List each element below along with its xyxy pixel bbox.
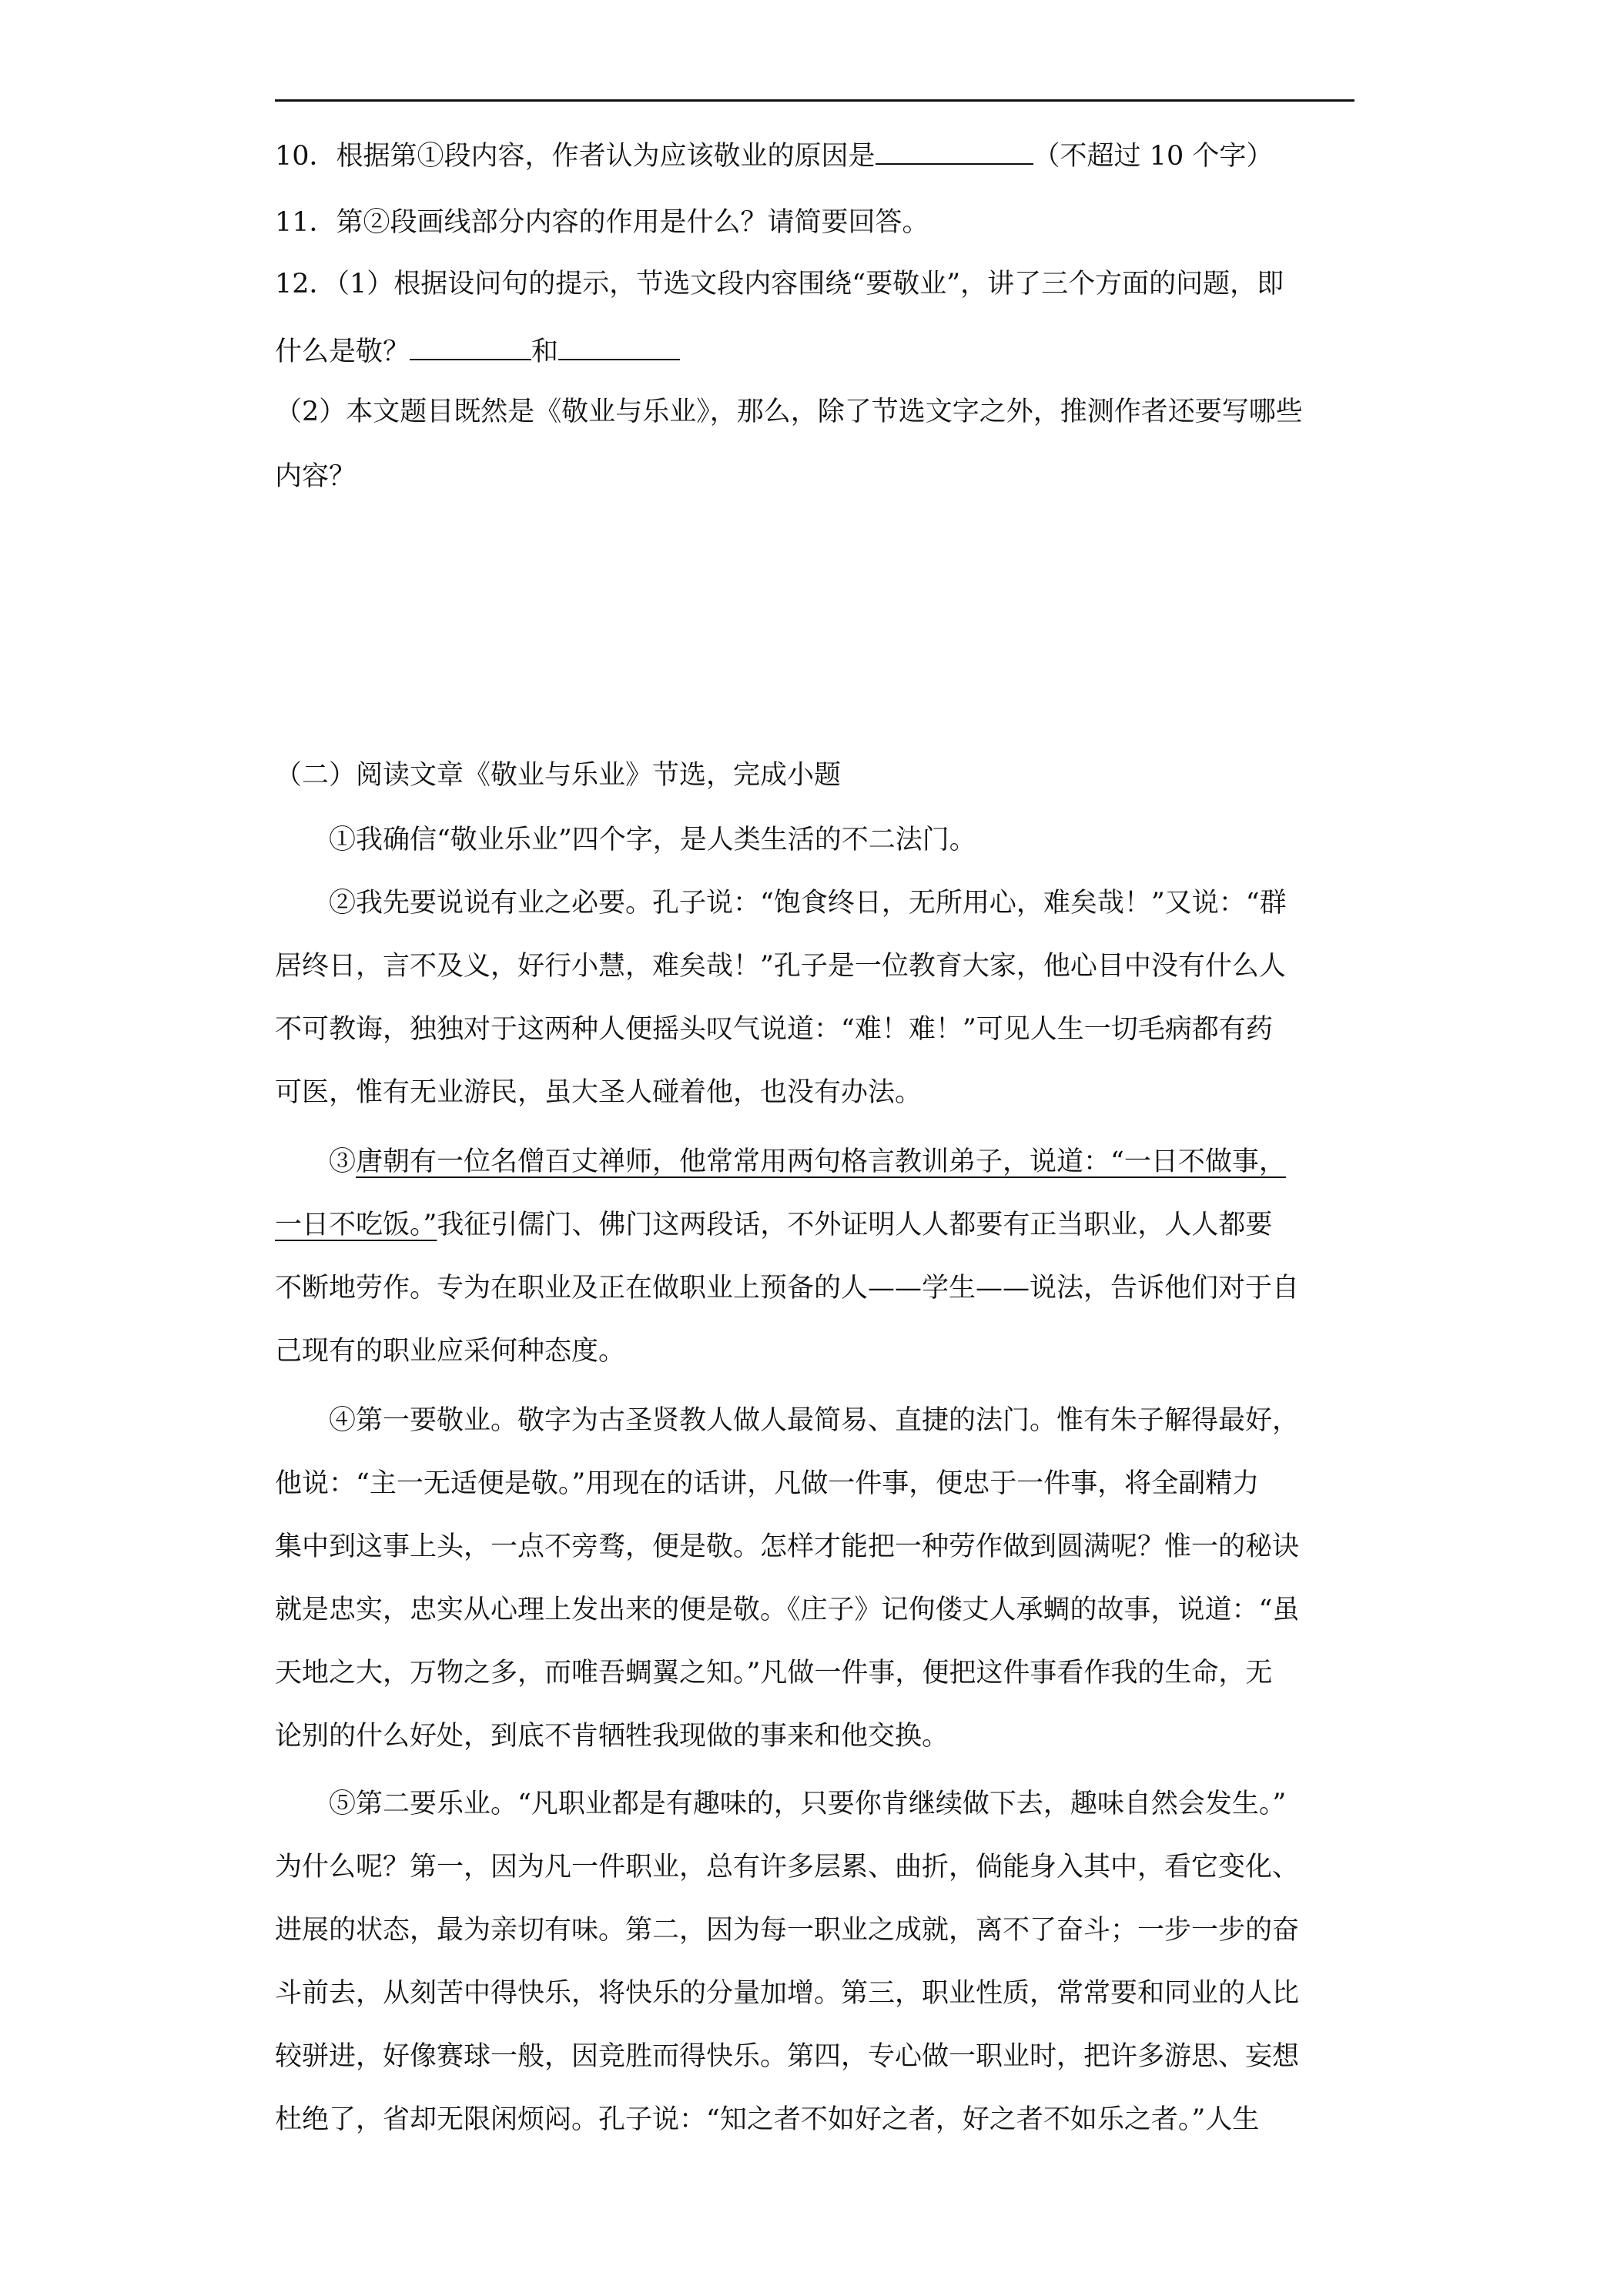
paragraph-4-line: 论别的什么好处，到底不肯牺牲我现做的事来和他交换。 (275, 1721, 949, 1752)
paragraph-5-line: 进展的状态，最为亲切有味。第二，因为每一职业之成就，离不了奋斗；一步一步的奋 (275, 1915, 1300, 1946)
question-11: 11．第②段画线部分内容的作用是什么？请简要回答。 (275, 207, 929, 238)
paragraph-2-line: 不可教诲，独独对于这两种人便摇头叹气说道：“难！难！”可见人生一切毛病都有药 (275, 1014, 1273, 1045)
paragraph-3-line: 己现有的职业应采何种态度。 (275, 1336, 626, 1367)
paragraph-3-line: 不断地劳作。专为在职业及正在做职业上预备的人——学生——说法，告诉他们对于自 (275, 1273, 1300, 1304)
underlined-passage: 一日不吃饭。” (275, 1210, 437, 1240)
paragraph-5-line: ⑤第二要乐业。“凡职业都是有趣味的，只要你肯继续做下去，趣味自然会发生。” (329, 1789, 1287, 1819)
answer-blank (410, 333, 531, 360)
question-12-1-line2 (275, 333, 1354, 371)
paragraph-4-line: 天地之大，万物之多，而唯吾蜩翼之知。”凡做一件事，便把这件事看作我的生命，无 (275, 1658, 1273, 1689)
paragraph-5-line: 为什么呢？第一，因为凡一件职业，总有许多层累、曲折，倘能身入其中，看它变化、 (275, 1852, 1300, 1883)
underlined-passage: 唐朝有一位名僧百丈禅师，他常常用两句格言教训弟子，说道：“一日不做事， (356, 1146, 1286, 1177)
answer-blank (558, 333, 680, 360)
question-12-2-line1: （2）本文题目既然是《敬业与乐业》，那么，除了节选文字之外，推测作者还要写哪些 (275, 397, 1303, 427)
paragraph-3-text: 我征引儒门、佛门这两段话，不外证明人人都要有正当职业，人人都要 (437, 1210, 1273, 1240)
paragraph-4-line: 他说：“主一无适便是敬。”用现在的话讲，凡做一件事，便忠于一件事，将全副精力 (275, 1468, 1260, 1499)
paragraph-3-line (329, 1143, 1354, 1181)
section-heading: （二）阅读文章《敬业与乐业》节选，完成小题 (275, 760, 842, 791)
paragraph-5-line: 杜绝了，省却无限闲烦闷。孔子说：“知之者不如好之者，好之者不如乐之者。”人生 (275, 2104, 1260, 2135)
paragraph-4-line: 集中到这事上头，一点不旁骛，便是敬。怎样才能把一种劳作做到圆满呢？惟一的秘诀 (275, 1531, 1300, 1562)
question-10 (275, 137, 1354, 176)
question-10-text: 10．根据第①段内容，作者认为应该敬业的原因是 (275, 141, 876, 172)
paragraph-4-line: 就是忠实，忠实从心理上发出来的便是敬。《庄子》记佝偻丈人承蜩的故事，说道：“虽 (275, 1595, 1300, 1625)
header-rule (275, 99, 1354, 102)
paragraph-3-line (275, 1206, 1354, 1244)
question-12-1-line1: 12．（1）根据设问句的提示，节选文段内容围绕“要敬业”，讲了三个方面的问题，即 (275, 269, 1284, 300)
paragraph-4-line: ④第一要敬业。敬字为古圣贤教人做人最简易、直捷的法门。惟有朱子解得最好， (329, 1405, 1300, 1436)
paragraph-5-line: 斗前去，从刻苦中得快乐，将快乐的分量加增。第三，职业性质，常常要和同业的人比 (275, 1978, 1300, 2009)
paragraph-5-line: 较骈进，好像赛球一般，因竞胜而得快乐。第四，专心做一职业时，把许多游思、妄想 (275, 2041, 1300, 2072)
question-12-2-line2: 内容？ (275, 461, 357, 492)
question-12-1-and: 和 (531, 336, 559, 367)
question-10-note: （不超过 10 个字） (1033, 141, 1274, 172)
paragraph-2-line: 居终日，言不及义，好行小慧，难矣哉！”孔子是一位教育大家，他心目中没有什么人 (275, 951, 1286, 982)
question-12-1-prefix: 什么是敬？ (275, 336, 410, 367)
paragraph-2-line: 可医，惟有无业游民，虽大圣人碰着他，也没有办法。 (275, 1077, 922, 1108)
paragraph-1: ①我确信“敬业乐业”四个字，是人类生活的不二法门。 (329, 825, 976, 855)
answer-blank (876, 137, 1033, 165)
paragraph-3-number: ③ (329, 1146, 357, 1177)
paragraph-2-line: ②我先要说说有业之必要。孔子说：“饱食终日，无所用心，难矣哉！”又说：“群 (329, 888, 1287, 919)
